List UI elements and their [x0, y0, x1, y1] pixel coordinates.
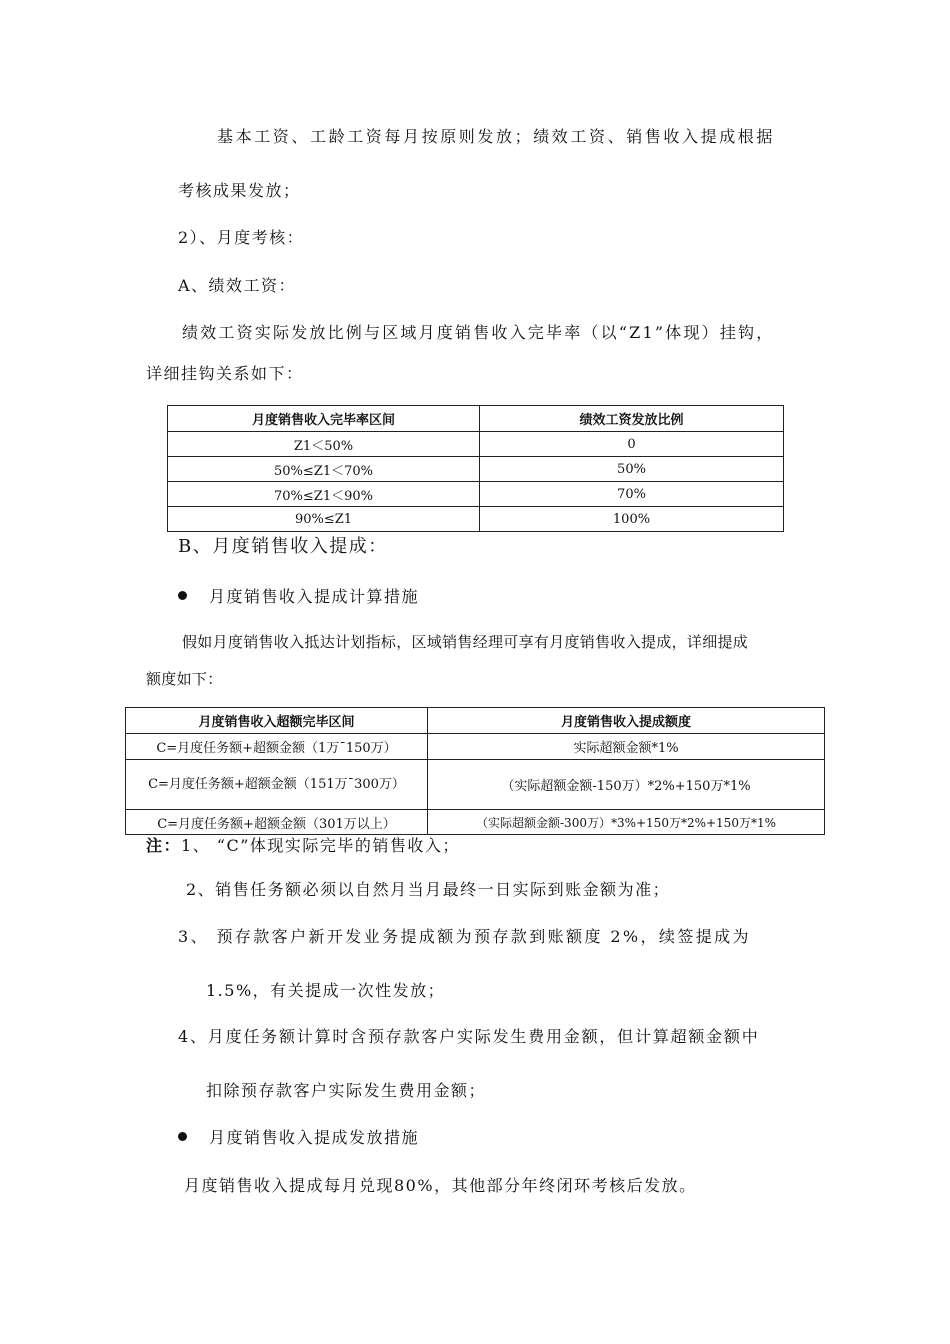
table-cell: 0 [480, 432, 784, 457]
note3-line1: 3、 预存款客户新开发业务提成额为预存款到账额度 2%，续签提成为 [178, 927, 751, 946]
paraA-line2: 详细挂钩关系如下： [146, 364, 304, 383]
table-cell: 50% [480, 457, 784, 482]
bullet-item-payout-method [178, 1130, 419, 1146]
table-row [126, 810, 825, 835]
table-cell: （实际超额金额-300万）*3%+150万*2%+150万*1% [428, 810, 825, 835]
commission-table [125, 707, 825, 835]
table-row [168, 507, 784, 532]
note4-line1: 4、月度任务额计算时含预存款客户实际发生费用金额，但计算超额金额中 [178, 1027, 760, 1046]
table-cell: 70% [480, 482, 784, 507]
paraB-line1: 假如月度销售收入抵达计划指标，区域销售经理可享有月度销售收入提成，详细提成 [182, 633, 749, 651]
note-line1 [146, 838, 460, 854]
final-line: 月度销售收入提成每月兑现80%，其他部分年终闭环考核后发放。 [184, 1176, 697, 1195]
table-cell: 90%≤Z1 [168, 507, 480, 532]
bullet-text: 月度销售收入提成计算措施 [209, 587, 420, 606]
table-cell: （实际超额金额-150万）*2%+150万*1% [428, 760, 825, 810]
note2: 2、销售任务额必须以自然月当月最终一日实际到账金额为准； [186, 880, 671, 899]
table-header-row [168, 406, 784, 432]
table-header-row [126, 708, 825, 734]
table-row [168, 432, 784, 457]
note-label: 注： [146, 836, 182, 855]
bullet-icon [178, 591, 187, 600]
table-header-cell: 绩效工资发放比例 [480, 406, 784, 432]
table-cell: 实际超额金额*1% [428, 734, 825, 760]
bullet-item-calc-method [178, 589, 419, 605]
table-row [126, 734, 825, 760]
table-row [126, 760, 825, 810]
bullet-text: 月度销售收入提成发放措施 [209, 1128, 420, 1147]
table-cell: 50%≤Z1＜70% [168, 457, 480, 482]
sectionB-heading: B、月度销售收入提成： [178, 536, 388, 557]
note4-line2: 扣除预存款客户实际发生费用金额； [206, 1081, 487, 1100]
para1-line2: 考核成果发放； [178, 181, 301, 200]
table-header-cell: 月度销售收入提成额度 [428, 708, 825, 734]
paraA-line1: 绩效工资实际发放比例与区域月度销售收入完毕率（以“Z1”体现）挂钩， [182, 323, 775, 342]
performance-ratio-table [167, 405, 784, 532]
table-cell: C=月度任务额+超额金额（301万以上） [126, 810, 428, 835]
table-header-cell: 月度销售收入超额完毕区间 [126, 708, 428, 734]
note3-line2: 1.5%，有关提成一次性发放； [206, 981, 446, 1000]
paraB-line2: 额度如下： [146, 670, 223, 688]
table-cell: C=月度任务额+超额金额（1万¯150万） [126, 734, 428, 760]
table-cell: 70%≤Z1＜90% [168, 482, 480, 507]
table-header-cell: 月度销售收入完毕率区间 [168, 406, 480, 432]
table-row [168, 457, 784, 482]
note1-text: 1、 “C”体现实际完毕的销售收入； [181, 836, 460, 855]
para1-line1: 基本工资、工龄工资每月按原则发放；绩效工资、销售收入提成根据 [217, 127, 776, 146]
bullet-icon [178, 1132, 187, 1141]
table-cell: C=月度任务额+超额金额（151万¯300万） [126, 760, 428, 810]
table-cell: 100% [480, 507, 784, 532]
section2-heading: 2）、月度考核： [178, 228, 305, 247]
sectionA-heading: A、绩效工资： [178, 276, 297, 295]
table-row [168, 482, 784, 507]
table-cell: Z1＜50% [168, 432, 480, 457]
